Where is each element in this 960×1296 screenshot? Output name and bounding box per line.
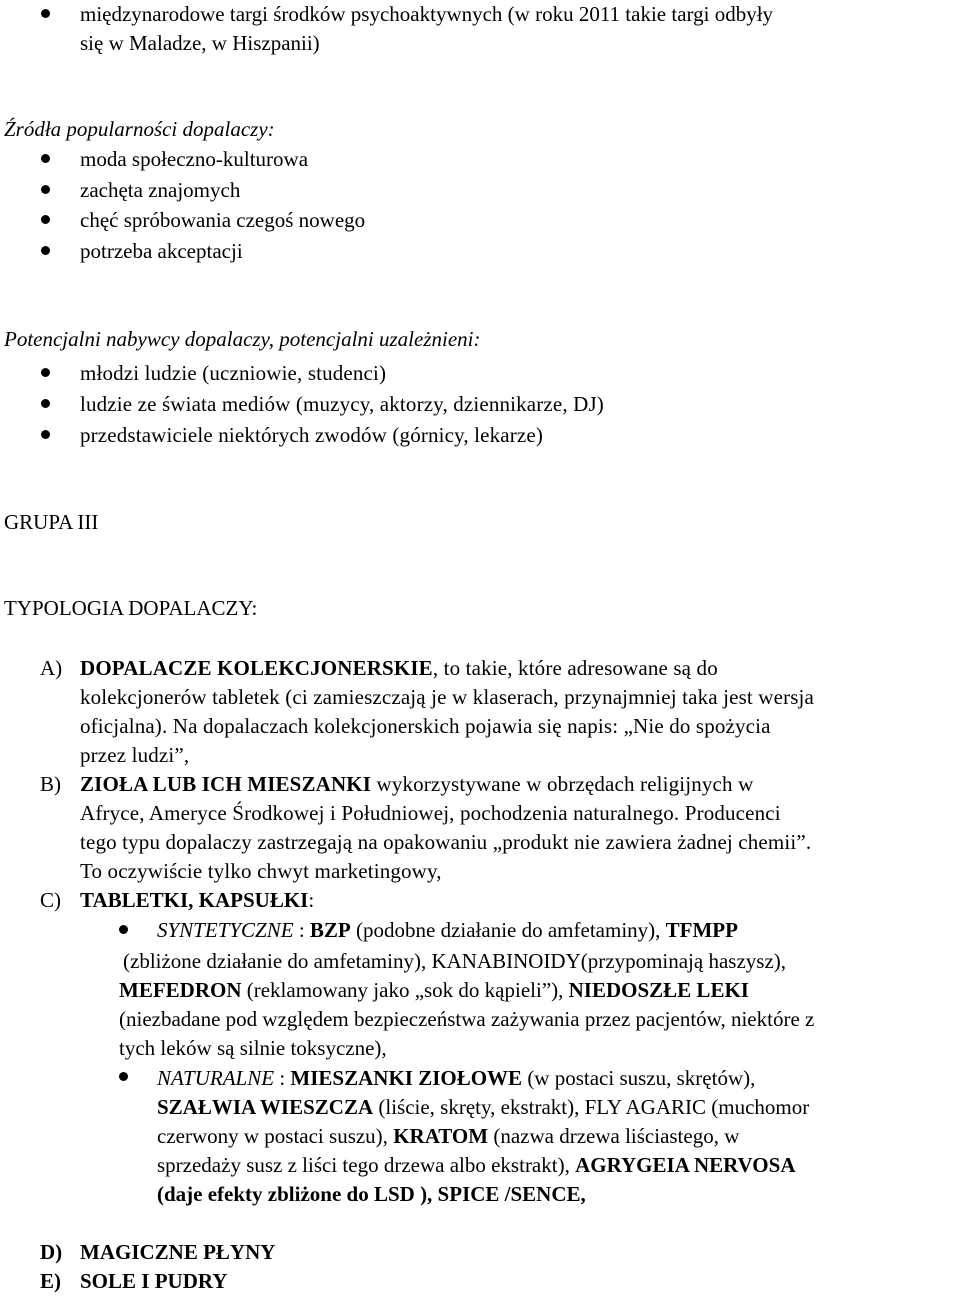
- synt-mef-desc: (reklamowany jako „sok do kąpieli”),: [241, 978, 569, 1002]
- bullet-icon: [41, 185, 50, 194]
- nat-kratom: KRATOM: [393, 1124, 489, 1148]
- item-b-line1-rest: wykorzystywane w obrzędach religijnych w: [371, 772, 754, 796]
- synt-mefedron: MEFEDRON: [119, 978, 242, 1002]
- nat-mieszanki: MIESZANKI ZIOŁOWE: [290, 1066, 523, 1090]
- bullet-icon: [41, 246, 50, 255]
- nat-colon: :: [274, 1066, 291, 1090]
- nat-line2: [157, 1095, 809, 1119]
- bullet-icon: [41, 399, 50, 408]
- item-a-title: DOPALACZE KOLEKCJONERSKIE: [80, 656, 433, 680]
- nat-name: NATURALNE: [157, 1066, 275, 1090]
- sources-item: potrzeba akceptacji: [80, 239, 243, 263]
- sources-heading: Źródła popularności dopalaczy:: [4, 117, 275, 141]
- intro-bullet-line1: międzynarodowe targi środków psychoaktywnych (w roku 2011 takie targi odbyły: [80, 2, 774, 26]
- nat-szalwia-desc: (liście, skręty, ekstrakt), FLY AGARIC (muchomor: [373, 1095, 810, 1119]
- item-a-line3b: Na dopalaczach kolekcjonerskich pojawia się napis: „Nie do spożycia: [167, 714, 771, 738]
- item-a-line1: [80, 656, 718, 680]
- item-b-line2: [80, 801, 781, 825]
- synt-tfmpp: TFMPP: [665, 918, 738, 942]
- bullet-icon: [41, 215, 50, 224]
- item-b-line1: [80, 772, 753, 796]
- synt-niedoszle: NIEDOSZŁE LEKI: [568, 978, 749, 1002]
- synt-line4: (niezbadane pod względem bezpieczeństwa zażywania przez pacjentów, niektóre z: [119, 1007, 815, 1031]
- item-c-label: C): [40, 888, 61, 912]
- item-a-line4: przez ludzi”,: [80, 743, 190, 767]
- nat-line4a: sprzedaży susz z liści tego drzewa albo ekstrakt),: [157, 1153, 576, 1177]
- bullet-icon: [41, 154, 50, 163]
- item-c-title: TABLETKI, KAPSUŁKI: [80, 888, 309, 912]
- bullet-icon: [41, 368, 50, 377]
- sources-item: chęć spróbowania czegoś nowego: [80, 208, 366, 232]
- nat-line1: [157, 1066, 755, 1090]
- item-d-title: MAGICZNE PŁYNY: [80, 1240, 276, 1264]
- nat-mieszanki-desc: (w postaci suszu, skrętów),: [522, 1066, 756, 1090]
- bullet-icon: [41, 9, 50, 18]
- group-heading: GRUPA III: [4, 510, 99, 534]
- item-b-line2a: Afryce, Ameryce Środkowej i Południowej, pochodzenia naturalnego.: [80, 801, 680, 825]
- sources-item: moda społeczno-kulturowa: [80, 147, 309, 171]
- nat-line4: [157, 1153, 795, 1177]
- item-d-label: D): [40, 1240, 63, 1264]
- item-a-line1-rest: , to takie, które adresowane są do: [432, 656, 718, 680]
- synt-name: SYNTETYCZNE: [157, 918, 294, 942]
- synt-line3: [119, 978, 749, 1002]
- nat-szalwia: SZAŁWIA WIESZCZA: [157, 1095, 374, 1119]
- buyers-item: ludzie ze świata mediów (muzycy, aktorzy, dziennikarze, DJ): [80, 392, 604, 416]
- synt-bzp: BZP: [309, 918, 351, 942]
- item-a-line3: [80, 714, 771, 738]
- sources-item: zachęta znajomych: [80, 178, 241, 202]
- item-e-title: SOLE I PUDRY: [80, 1269, 228, 1293]
- bullet-icon: [119, 1072, 128, 1081]
- item-a-line3a: oficjalna).: [80, 714, 168, 738]
- buyers-item: przedstawiciele niektórych zwodów (górnicy, lekarze): [80, 423, 543, 447]
- item-a-label: A): [40, 656, 63, 680]
- item-b-line4: To oczywiście tylko chwyt marketingowy,: [80, 859, 442, 883]
- item-b-label: B): [40, 772, 61, 796]
- buyers-item: młodzi ludzie (uczniowie, studenci): [80, 361, 387, 385]
- nat-agrygeia: AGRYGEIA NERVOSA: [575, 1153, 796, 1177]
- bullet-icon: [41, 430, 50, 439]
- nat-line3b: (nazwa drzewa liściastego, w: [488, 1124, 740, 1148]
- nat-line3: [157, 1124, 739, 1148]
- item-b-title: ZIOŁA LUB ICH MIESZANKI: [80, 772, 372, 796]
- bullet-icon: [119, 925, 128, 934]
- item-c-colon: :: [308, 888, 315, 912]
- synt-bzp-desc: (podobne działanie do amfetaminy),: [350, 918, 666, 942]
- intro-bullet-line2: się w Maladze, w Hiszpanii): [80, 31, 320, 55]
- item-e-label: E): [40, 1269, 61, 1293]
- item-c-heading: [80, 888, 314, 912]
- item-b-line2b: Producenci: [679, 801, 781, 825]
- nat-line5: (daje efekty zbliżone do LSD ), SPICE /SENCE,: [157, 1182, 586, 1206]
- buyers-heading: Potencjalni nabywcy dopalaczy, potencjalni uzależnieni:: [4, 327, 481, 351]
- item-b-line3: tego typu dopalaczy zastrzegają na opakowaniu „produkt nie zawiera żadnej chemii”.: [80, 830, 812, 854]
- item-a-line2: kolekcjonerów tabletek (ci zamieszczają je w klaserach, przynajmniej taka jest wersja: [80, 685, 814, 709]
- synt-line1: [157, 918, 738, 942]
- synt-line2: (zbliżone działanie do amfetaminy), KANABINOIDY(przypominają haszysz),: [123, 949, 787, 973]
- synt-line5: tych leków są silnie toksyczne),: [119, 1036, 387, 1060]
- nat-line3a: czerwony w postaci suszu),: [157, 1124, 394, 1148]
- typology-heading: TYPOLOGIA DOPALACZY:: [4, 596, 258, 620]
- synt-colon: :: [293, 918, 310, 942]
